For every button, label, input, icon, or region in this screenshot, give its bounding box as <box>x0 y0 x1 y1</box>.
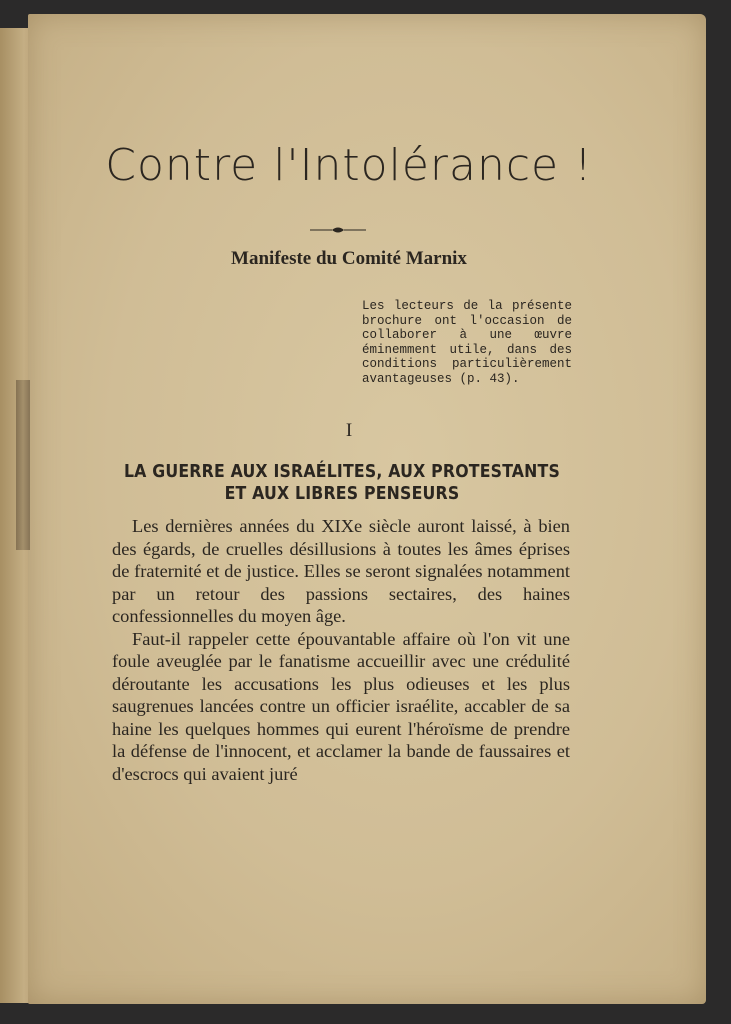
page-binding-shadow <box>16 380 30 550</box>
page-title: Contre l'Intolérance ! <box>105 140 593 191</box>
paragraph-2: Faut-il rappeler cette épouvantable affaire où l'on vit une foule aveuglée par le fanatisme accueillir avec une crédulité déroutante les accusations les plus odieuses et les plus saugrenues lancées contre un officier israélite, accabler de sa haine les quelques hommes qui eurent l'héroïsme de prendre la défense de l'innocent, et acclamer la bande de faussaires et d'escrocs qui avaient juré <box>112 628 570 784</box>
subtitle: Manifeste du Comité Marnix <box>231 248 467 269</box>
section-heading-line-2: ET AUX LIBRES PENSEURS <box>224 484 460 504</box>
body-text <box>112 515 570 785</box>
section-number: I <box>345 420 353 441</box>
ornament-divider-icon <box>308 226 368 234</box>
paragraph-1: Les dernières années du XIXe siècle auront laissé, à bien des égards, de cruelles désillusions à toutes les âmes éprises de fraternité et de justice. Elles se seront signalées notamment par un retour des passions sectaires, des haines confessionnelles du moyen âge. <box>112 516 570 626</box>
sidebar-note: Les lecteurs de la présente brochure ont l'occasion de collaborer à une œuvre éminemment utile, dans des conditions particulièrement avantageuses (p. 43). <box>362 299 572 386</box>
section-heading-line-1: LA GUERRE AUX ISRAÉLITES, AUX PROTESTANTS <box>123 462 561 482</box>
section-heading <box>96 461 588 505</box>
